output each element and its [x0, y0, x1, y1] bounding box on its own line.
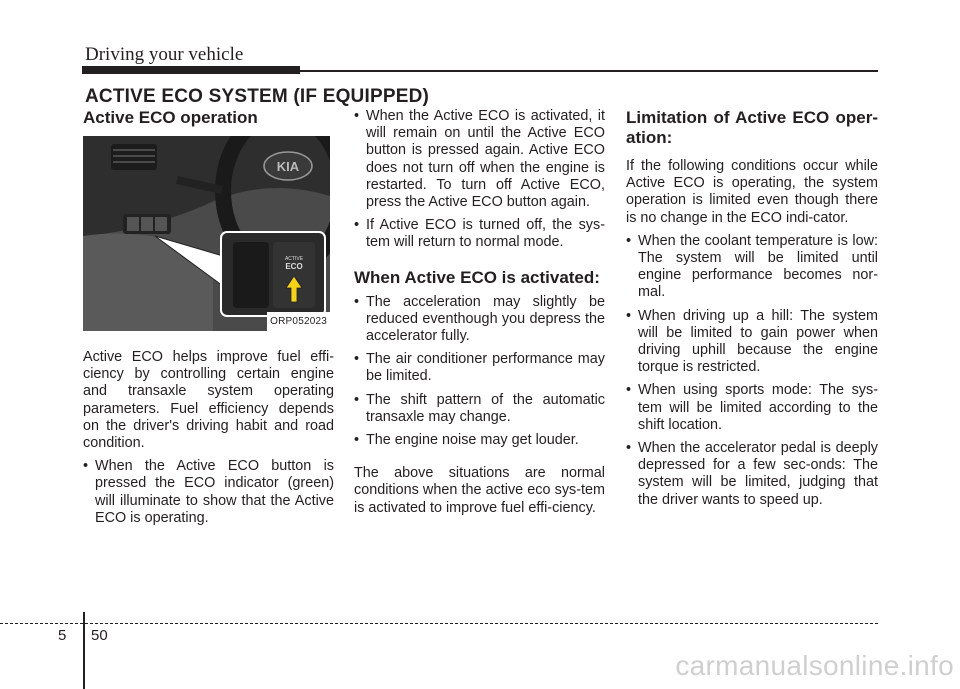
active-eco-operation-heading: Active ECO operation — [83, 108, 258, 127]
header-bar — [82, 66, 300, 74]
col2-bullet: • The acceleration may slightly be reduced eventhough you depress the accelerator fully. — [354, 294, 605, 346]
col3-bullet: • When the coolant temperature is low: The system will be limited until engine performance becomes nor-mal. — [626, 233, 878, 302]
col2-top-bullet: • If Active ECO is turned off, the sys-tem will return to normal mode. — [354, 217, 605, 251]
column-1 — [83, 108, 334, 533]
footer-rule — [0, 623, 878, 624]
when-activated-heading: When Active ECO is activated: — [354, 267, 600, 287]
eco-button-figure — [83, 136, 330, 331]
col2-bullet: • The shift pattern of the automatic transaxle may change. — [354, 392, 605, 426]
col1-bullet: • When the Active ECO button is pressed the ECO indicator (green) will illuminate to show that the Active ECO is operating. — [83, 458, 334, 527]
col1-intro: Active ECO helps improve fuel effi-ciency by controlling certain engine and transaxle system operating parameters. Fuel efficiency depends on the driver's driving habit and road condition. — [83, 349, 334, 452]
col2-bullet: • The air conditioner performance may be limited. — [354, 351, 605, 385]
chapter-number: 5 — [58, 627, 67, 644]
limitation-heading: Limitation of Active ECO oper-ation: — [626, 108, 878, 147]
watermark: carmanualsonline.info — [675, 650, 954, 681]
col3-intro: If the following conditions occur while Active ECO is operating, the system operation is limited even though there is no change in the ECO indi-cator. — [626, 158, 878, 226]
col3-bullet: • When using sports mode: The sys-tem will be limited according to the shift location. — [626, 382, 878, 434]
eco-button-label: ECO — [285, 262, 303, 271]
svg-text:KIA: KIA — [276, 159, 300, 174]
footer-divider — [83, 612, 85, 689]
col2-closing: The above situations are normal conditions when the active eco sys-tem is activated to improve fuel effi-ciency. — [354, 465, 605, 516]
column-2 — [354, 108, 605, 517]
section-title: ACTIVE ECO SYSTEM (IF EQUIPPED) — [85, 86, 430, 107]
header-title: Driving your vehicle — [85, 44, 244, 65]
col2-top-bullet: • When the Active ECO is activated, it will remain on until the Active ECO button is pressed again. Active ECO does not turn off when the engine is restarted. To turn off Active ECO, press the Active ECO button again. — [354, 108, 605, 211]
dashboard-illustration — [83, 136, 330, 331]
col3-bullet: • When the accelerator pedal is deeply depressed for a few sec-onds: The system will be limited, judging that the driver wants to speed up. — [626, 440, 878, 509]
button-small-label: ACTIVE — [284, 256, 304, 262]
page-number: 50 — [91, 627, 108, 644]
column-3 — [626, 108, 878, 515]
figure-code: ORP052023 — [267, 312, 330, 331]
col3-bullet: • When driving up a hill: The system will be limited to gain power when driving uphill because the engine torque is restricted. — [626, 308, 878, 377]
col2-bullet: • The engine noise may get louder. — [354, 432, 605, 449]
header-rule — [300, 70, 878, 72]
